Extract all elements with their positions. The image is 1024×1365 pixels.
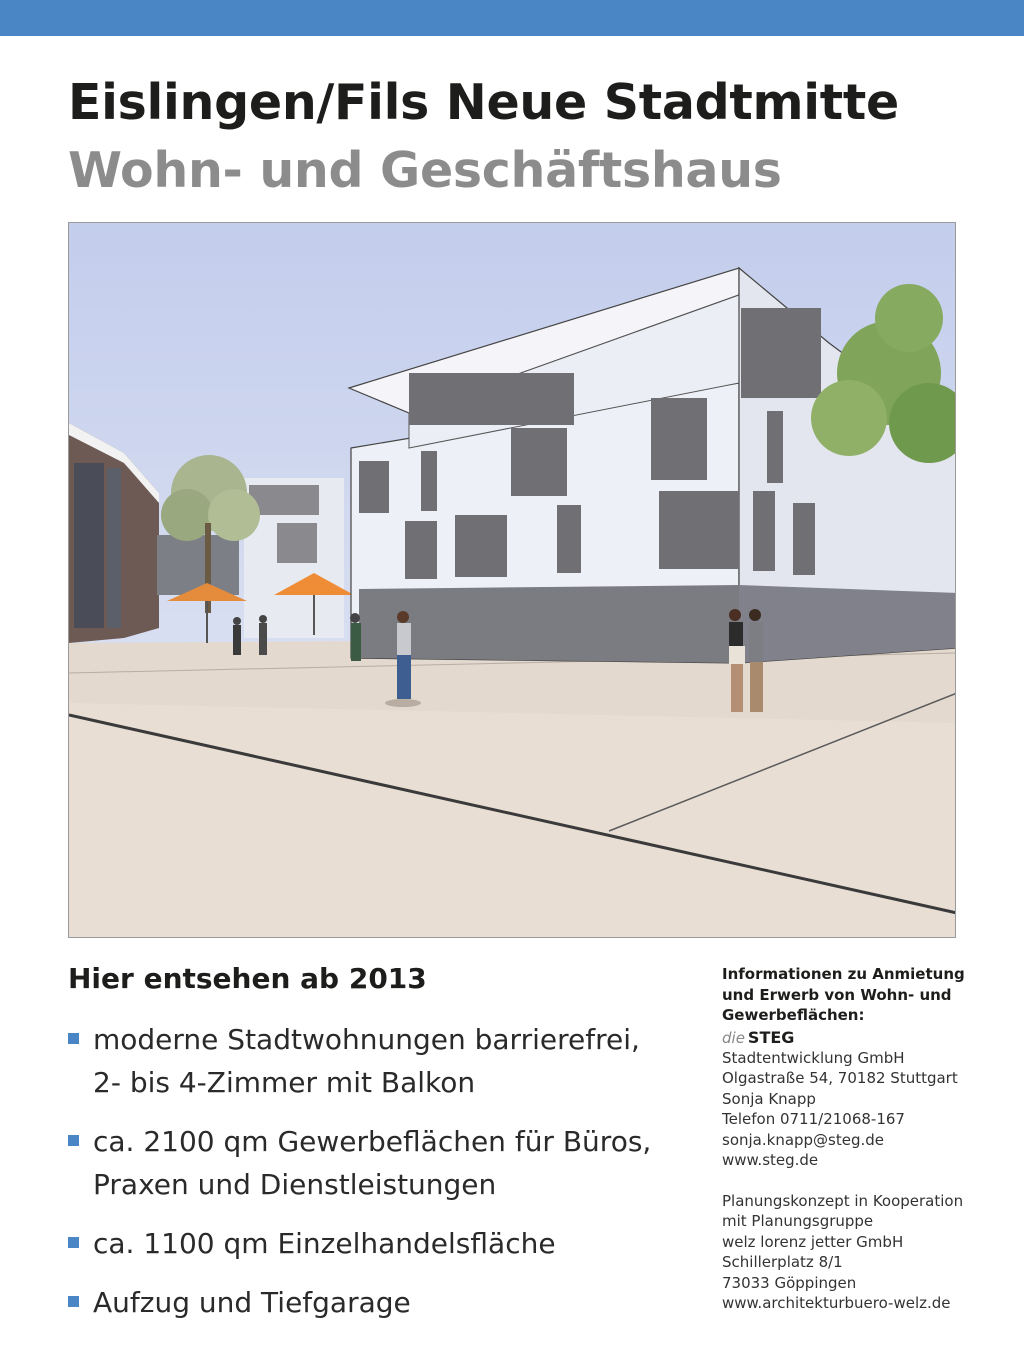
contact-website-link[interactable]: www.steg.de xyxy=(722,1151,819,1169)
planning-line: Schillerplatz 8/1 xyxy=(722,1253,843,1271)
contact-line: Sonja Knapp xyxy=(722,1089,816,1108)
feature-item xyxy=(68,1222,688,1265)
contact-block xyxy=(722,964,1012,1314)
page-title: Eislingen/Fils Neue Stadtmitte xyxy=(68,74,899,131)
contact-heading: und Erwerb von Wohn- und xyxy=(722,985,952,1004)
feature-text: moderne Stadtwohnungen barrierefrei, xyxy=(93,1023,640,1056)
logo-name: STEG xyxy=(747,1027,795,1047)
feature-item xyxy=(68,1018,688,1104)
bullet-square-icon xyxy=(68,1033,79,1044)
architectural-rendering xyxy=(68,222,956,938)
feature-list xyxy=(68,1018,688,1340)
planning-line: 73033 Göppingen xyxy=(722,1273,857,1292)
planning-line: Planungskonzept in Kooperation xyxy=(722,1191,964,1210)
contact-email-link[interactable]: sonja.knapp@steg.de xyxy=(722,1130,885,1149)
feature-item xyxy=(68,1120,688,1206)
bullet-square-icon xyxy=(68,1135,79,1146)
intro-heading: Hier entsehen ab 2013 xyxy=(68,962,427,995)
bullet-square-icon xyxy=(68,1237,79,1248)
steg-logo xyxy=(722,1028,1012,1048)
feature-text: ca. 1100 qm Einzelhandelsfläche xyxy=(93,1227,556,1260)
page-subtitle: Wohn- und Geschäftshaus xyxy=(68,142,782,199)
planning-website-link[interactable]: www.architekturbuero-welz.de xyxy=(722,1294,951,1312)
logo-prefix: die xyxy=(722,1028,745,1047)
top-accent-bar xyxy=(0,0,1024,36)
planning-line: mit Planungsgruppe xyxy=(722,1212,874,1230)
contact-line: Olgastraße 54, 70182 Stuttgart xyxy=(722,1069,958,1087)
contact-line: Stadtentwicklung GmbH xyxy=(722,1048,905,1067)
feature-text: Aufzug und Tiefgarage xyxy=(93,1286,411,1319)
contact-heading: Informationen zu Anmietung xyxy=(722,965,965,983)
bullet-square-icon xyxy=(68,1296,79,1307)
feature-item xyxy=(68,1281,688,1324)
planning-line: welz lorenz jetter GmbH xyxy=(722,1232,904,1251)
feature-text: Praxen und Dienstleistungen xyxy=(93,1168,497,1201)
contact-heading: Gewerbeflächen: xyxy=(722,1006,865,1024)
feature-text: ca. 2100 qm Gewerbeflächen für Büros, xyxy=(93,1125,652,1158)
feature-text: 2- bis 4-Zimmer mit Balkon xyxy=(93,1066,476,1099)
contact-phone: Telefon 0711/21068-167 xyxy=(722,1110,905,1128)
